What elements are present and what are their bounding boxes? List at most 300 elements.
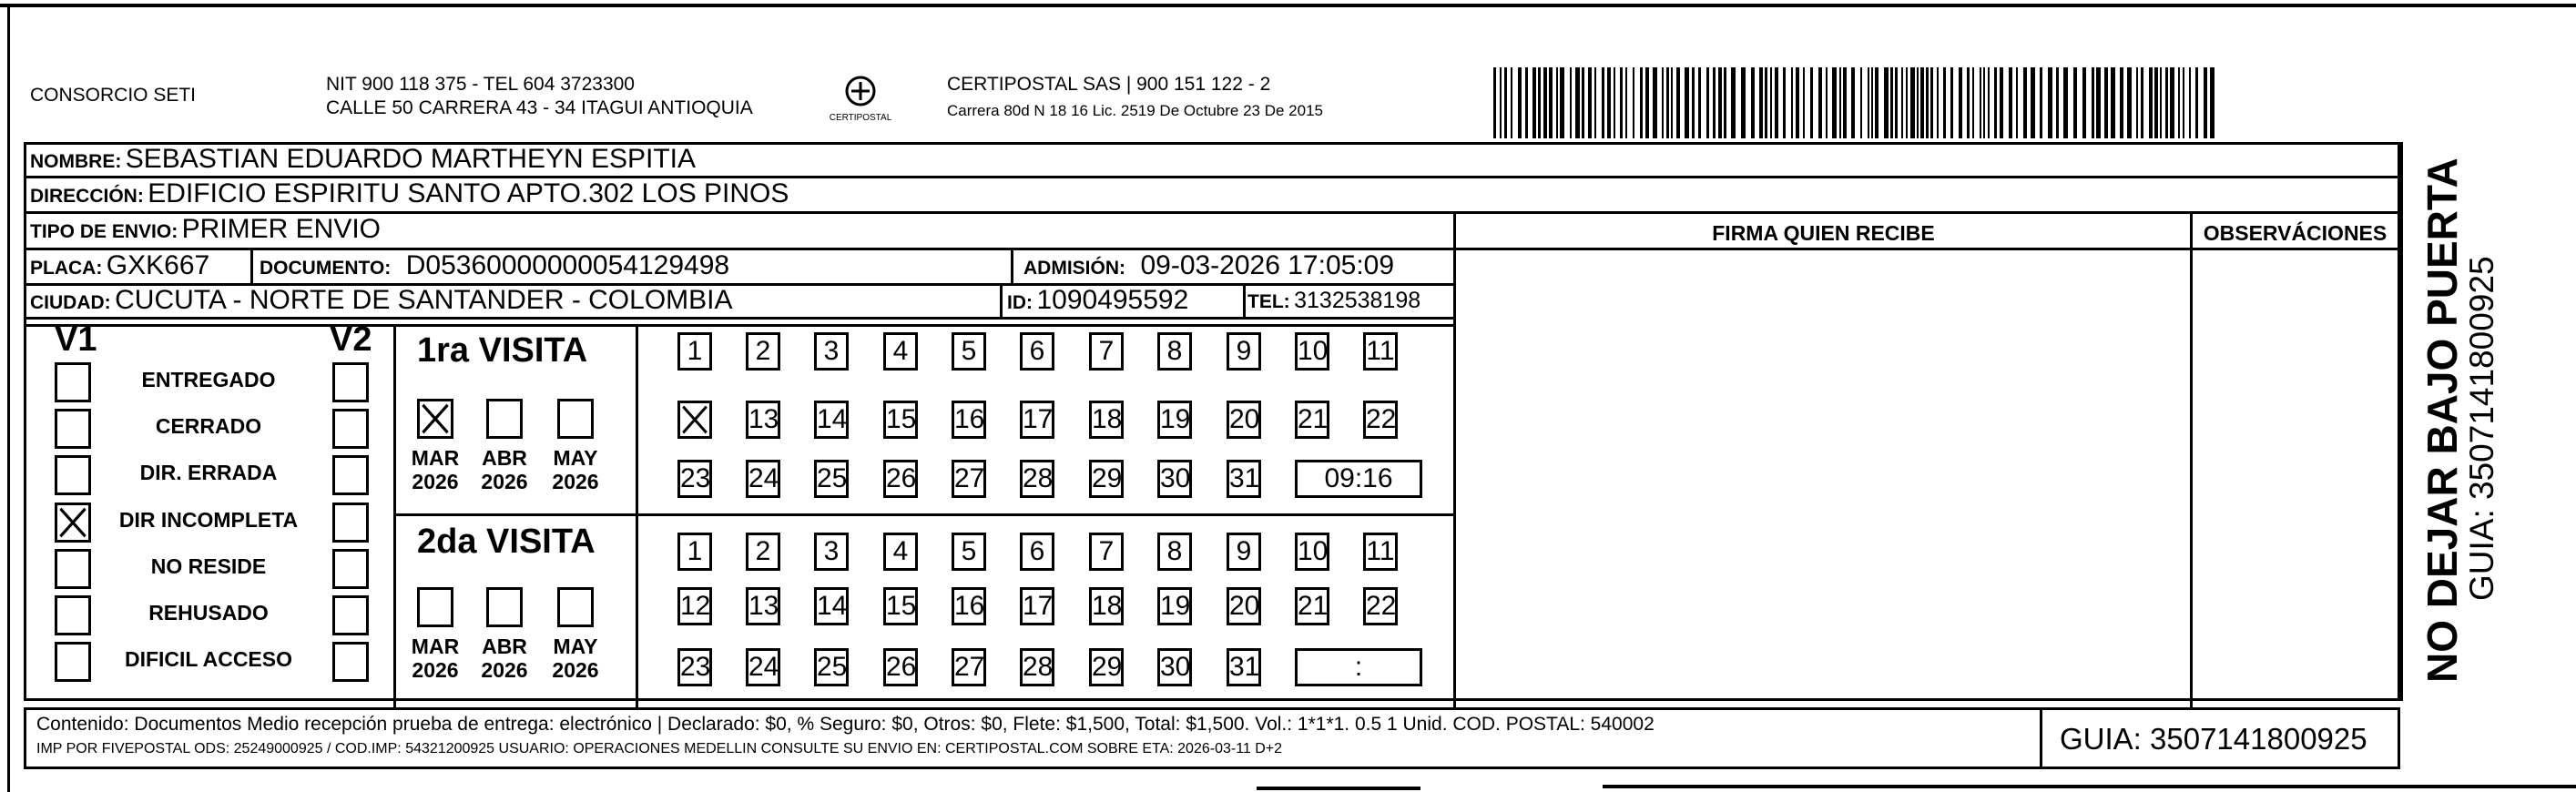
- v2-checkbox[interactable]: [332, 503, 369, 543]
- day-box[interactable]: [1363, 533, 1398, 571]
- barcode-bar: [1588, 67, 1592, 138]
- day-number: 4: [892, 536, 909, 566]
- day-box[interactable]: [1295, 587, 1329, 625]
- tipo-label: TIPO DE ENVIO:: [30, 221, 178, 242]
- day-number: 16: [954, 591, 985, 621]
- v2-checkbox[interactable]: [332, 549, 369, 589]
- barcode-bar: [1926, 67, 1929, 138]
- tipo-row: [30, 214, 381, 245]
- side-guia: GUIA: 3507141800925: [2463, 256, 2500, 601]
- barcode-bar: [2136, 67, 2138, 138]
- barcode-bar: [1783, 67, 1786, 138]
- day-box[interactable]: [1089, 648, 1124, 686]
- barcode-bar: [1895, 67, 1898, 138]
- barcode-bar: [1751, 67, 1755, 138]
- day-number: 24: [748, 463, 779, 493]
- barcode-bar: [1871, 67, 1873, 138]
- day-number: 18: [1092, 404, 1123, 434]
- month-label: MAY: [553, 635, 598, 658]
- col-divider: [2400, 142, 2403, 701]
- day-box[interactable]: [1227, 648, 1261, 686]
- day-number: 7: [1098, 536, 1115, 566]
- id-cell: [1007, 285, 1188, 316]
- barcode-bar: [1839, 67, 1841, 138]
- v2-checkbox[interactable]: [332, 409, 369, 449]
- admision-value: 09-03-2026 17:05:09: [1140, 250, 1395, 280]
- tipo-value: PRIMER ENVIO: [181, 214, 382, 244]
- barcode-bar: [2082, 67, 2086, 138]
- barcode-bar: [2048, 67, 2052, 138]
- documento-value: D05360000000054129498: [405, 250, 730, 280]
- day-box[interactable]: [1020, 460, 1054, 498]
- v1-checkbox[interactable]: [55, 455, 91, 495]
- address-line: CALLE 50 CARRERA 43 - 34 ITAGUI ANTIOQUIA: [326, 97, 753, 118]
- barcode-bar: [1614, 67, 1615, 138]
- day-box[interactable]: [1089, 401, 1124, 439]
- barcode-bar: [1504, 67, 1507, 138]
- day-box[interactable]: [814, 460, 849, 498]
- barcode-bar: [1860, 67, 1862, 138]
- barcode-bar: [2183, 67, 2184, 138]
- barcode-bar: [1607, 67, 1611, 138]
- day-number: 30: [1160, 463, 1191, 493]
- license-line: Carrera 80d N 18 16 Lic. 2519 De Octubre 23 De 2015: [947, 102, 1323, 119]
- ciudad-cell: [30, 285, 733, 316]
- day-box[interactable]: [1020, 587, 1054, 625]
- day-box[interactable]: [1157, 533, 1192, 571]
- status-label: ENTREGADO: [141, 368, 276, 391]
- day-box[interactable]: [746, 587, 780, 625]
- status-label: CERRADO: [155, 414, 262, 438]
- barcode-bar: [1653, 67, 1657, 138]
- barcode-bar: [1543, 67, 1547, 138]
- time-box[interactable]: [1295, 460, 1422, 498]
- id-value: 1090495592: [1036, 285, 1189, 315]
- barcode-bar: [1994, 67, 1997, 138]
- day-box[interactable]: [677, 533, 712, 571]
- day-box[interactable]: [1227, 533, 1261, 571]
- day-number: 15: [886, 404, 917, 434]
- day-box[interactable]: [1157, 332, 1192, 371]
- barcode-bar: [2165, 67, 2168, 138]
- day-box[interactable]: [1295, 401, 1329, 439]
- placa-label: PLACA:: [30, 258, 103, 279]
- day-number: 5: [961, 336, 977, 366]
- month-label: MAR: [411, 446, 460, 470]
- barcode-bar: [2195, 67, 2198, 138]
- v1-checkbox[interactable]: [55, 642, 91, 682]
- barcode-bar: [1713, 67, 1716, 138]
- barcode-bar: [1967, 67, 1970, 138]
- svg-text:CERTIPOSTAL: CERTIPOSTAL: [829, 113, 892, 123]
- barcode-bar: [2204, 67, 2207, 138]
- day-number: 17: [1023, 404, 1054, 434]
- direccion-value: EDIFICIO ESPIRITU SANTO APTO.302 LOS PINOS: [148, 178, 789, 208]
- day-box[interactable]: [746, 401, 780, 439]
- ciudad-value: CUCUTA - NORTE DE SANTANDER - COLOMBIA: [115, 285, 733, 315]
- barcode-bar: [1724, 67, 1726, 138]
- month-year: 2026: [412, 658, 459, 682]
- barcode-bar: [1972, 67, 1974, 138]
- day-number: 2: [755, 536, 771, 566]
- day-box[interactable]: [814, 533, 849, 571]
- day-number: 11: [1366, 336, 1395, 366]
- cell-divider: [1243, 283, 1246, 317]
- barcode-bar: [1706, 67, 1709, 138]
- documento-cell: [260, 250, 729, 281]
- barcode-bar: [2189, 67, 2191, 138]
- day-number: 8: [1166, 336, 1183, 366]
- day-box[interactable]: [1157, 460, 1192, 498]
- barcode-bar: [1901, 67, 1903, 138]
- day-box[interactable]: [952, 587, 986, 625]
- day-box[interactable]: [746, 533, 780, 571]
- day-number: 29: [1092, 463, 1123, 493]
- row-divider: [1453, 248, 2191, 250]
- barcode-bar: [1937, 67, 1939, 138]
- barcode-bar: [1983, 67, 1985, 138]
- barcode-bar: [1633, 67, 1634, 138]
- ciudad-label: CIUDAD:: [30, 292, 111, 313]
- day-number: 28: [1023, 652, 1054, 682]
- cell-divider: [1011, 248, 1013, 283]
- day-number: 11: [1366, 536, 1395, 566]
- barcode-bar: [1692, 67, 1695, 138]
- barcode-bar: [2096, 67, 2101, 138]
- barcode-bar: [1570, 67, 1572, 138]
- barcode-bar: [1645, 67, 1649, 138]
- day-number: 16: [954, 404, 985, 434]
- barcode-bar: [1775, 67, 1778, 138]
- barcode-bar: [1500, 67, 1502, 138]
- day-box[interactable]: [814, 401, 849, 439]
- barcode-bar: [2000, 67, 2003, 138]
- month-label: ABR: [482, 446, 527, 470]
- day-number: 31: [1229, 652, 1260, 682]
- company-name: CONSORCIO SETI: [30, 85, 197, 106]
- imp-line: IMP POR FIVEPOSTAL ODS: 25249000925 / COD.IMP: 54321200925 USUARIO: OPERACIONES MEDELLIN CONSULTE SU ENVIO EN: CERTIPOSTAL.COM SOBRE ETA: 2026-03-11 D+2: [36, 741, 1283, 756]
- barcode-bar: [1582, 67, 1584, 138]
- v1-checkbox[interactable]: [55, 362, 91, 402]
- day-number: 20: [1229, 404, 1260, 434]
- placa-cell: [30, 250, 209, 281]
- barcode-bar: [1884, 67, 1889, 138]
- nombre-value: SEBASTIAN EDUARDO MARTHEYN ESPITIA: [125, 144, 697, 174]
- barcode-bar: [1920, 67, 1924, 138]
- barcode-bar: [1868, 67, 1869, 138]
- month-year: 2026: [552, 658, 599, 682]
- barcode-bar: [1698, 67, 1701, 138]
- day-box[interactable]: [1020, 332, 1054, 371]
- barcode-bar: [1818, 67, 1822, 138]
- day-box[interactable]: [1295, 533, 1329, 571]
- day-box[interactable]: [1020, 648, 1054, 686]
- contenido-line: Contenido: Documentos Medio recepción prueba de entrega: electrónico | Declarado: $0, % Seguro: $0, Otros: $0, Flete: $1,500, Total: $1,500. Vol.: 1*1*1. 0.5 1 Unid. COD. POSTAL: 540002: [36, 714, 1655, 735]
- barcode-bar: [2149, 67, 2153, 138]
- barcode-bar: [1556, 67, 1558, 138]
- day-box[interactable]: [1089, 587, 1124, 625]
- barcode-bar: [1549, 67, 1553, 138]
- status-label: DIR. ERRADA: [139, 461, 278, 484]
- month-checkbox[interactable]: [417, 399, 453, 439]
- barcode-bar: [2178, 67, 2180, 138]
- day-box[interactable]: [952, 401, 986, 439]
- day-box[interactable]: [1020, 533, 1054, 571]
- day-box[interactable]: [952, 533, 986, 571]
- bottom-mark: [1257, 787, 1420, 790]
- day-number: 2: [755, 336, 771, 366]
- barcode-bar: [1685, 67, 1689, 138]
- day-box[interactable]: [1227, 332, 1261, 371]
- month-year: 2026: [552, 470, 599, 493]
- barcode-bar: [2063, 67, 2068, 138]
- barcode: [1493, 67, 2222, 138]
- day-number: 22: [1366, 404, 1397, 434]
- barcode-bar: [2023, 67, 2027, 138]
- day-number: 10: [1298, 336, 1329, 366]
- certipostal-line: CERTIPOSTAL SAS | 900 151 122 - 2: [947, 74, 1271, 95]
- day-number: 20: [1229, 591, 1260, 621]
- certipostal-logo: [829, 71, 892, 124]
- day-box[interactable]: [1227, 587, 1261, 625]
- month-year: 2026: [481, 658, 528, 682]
- day-number: 26: [886, 652, 917, 682]
- day-box[interactable]: [952, 648, 986, 686]
- day-number: 21: [1298, 591, 1329, 621]
- v2-checkbox[interactable]: [332, 595, 369, 635]
- status-label: DIFICIL ACCESO: [124, 647, 292, 671]
- day-number: 23: [680, 463, 711, 493]
- col-divider: [1453, 212, 1456, 707]
- barcode-bar: [1620, 67, 1623, 138]
- tel-cell: [1247, 288, 1420, 314]
- barcode-bar: [1803, 67, 1805, 138]
- barcode-bar: [1917, 67, 1919, 138]
- v2-checkbox[interactable]: [332, 642, 369, 682]
- barcode-bar: [1770, 67, 1772, 138]
- month-year: 2026: [481, 470, 528, 493]
- barcode-bar: [1765, 67, 1767, 138]
- month-checkbox[interactable]: [557, 587, 594, 627]
- day-box[interactable]: [814, 648, 849, 686]
- barcode-bar: [1930, 67, 1933, 138]
- barcode-bar: [1525, 67, 1528, 138]
- day-box[interactable]: [1295, 332, 1329, 371]
- day-box[interactable]: [677, 587, 712, 625]
- month-checkbox[interactable]: [486, 399, 523, 439]
- day-number: 15: [886, 591, 917, 621]
- day-box[interactable]: [1157, 648, 1192, 686]
- day-number: 3: [823, 336, 840, 366]
- barcode-bar: [2016, 67, 2018, 138]
- v2-header: V2: [330, 320, 372, 359]
- day-number: 8: [1166, 536, 1183, 566]
- v2-checkbox[interactable]: [332, 455, 369, 495]
- firma-header: FIRMA QUIEN RECIBE: [1712, 221, 1935, 245]
- nit-line: NIT 900 118 375 - TEL 604 3723300: [326, 74, 635, 95]
- day-box[interactable]: [1363, 401, 1398, 439]
- day-number: 28: [1023, 463, 1054, 493]
- day-number: 9: [1236, 536, 1252, 566]
- day-box[interactable]: [1089, 460, 1124, 498]
- barcode-bar: [1718, 67, 1722, 138]
- barcode-bar: [2210, 67, 2215, 138]
- barcode-bar: [1890, 67, 1893, 138]
- day-number: 27: [954, 463, 985, 493]
- barcode-bar: [2009, 67, 2012, 138]
- day-number: 1: [687, 536, 703, 566]
- day-box[interactable]: [746, 648, 780, 686]
- barcode-bar: [1959, 67, 1962, 138]
- barcode-bar: [1532, 67, 1536, 138]
- day-number: 22: [1366, 591, 1397, 621]
- day-number: 7: [1098, 336, 1115, 366]
- day-box[interactable]: [883, 332, 918, 371]
- observaciones-header: OBSERVÁCIONES: [2203, 221, 2388, 245]
- status-label: DIR INCOMPLETA: [118, 508, 299, 532]
- first-visit-title: 1ra VISITA: [417, 331, 588, 370]
- barcode-bar: [1832, 67, 1837, 138]
- barcode-bar: [2056, 67, 2059, 138]
- direccion-label: DIRECCIÓN:: [30, 186, 144, 207]
- barcode-bar: [2120, 67, 2123, 138]
- nombre-label: NOMBRE:: [30, 151, 122, 172]
- day-box[interactable]: [1363, 587, 1398, 625]
- barcode-bar: [1980, 67, 1981, 138]
- day-number: 10: [1298, 536, 1329, 566]
- day-box[interactable]: [814, 587, 849, 625]
- day-number: 3: [823, 536, 840, 566]
- day-box[interactable]: [883, 587, 918, 625]
- footer-guia: GUIA: 3507141800925: [2060, 722, 2367, 756]
- barcode-bar: [1950, 67, 1953, 138]
- placa-value: GXK667: [106, 250, 210, 280]
- month-year: 2026: [412, 470, 459, 493]
- day-box[interactable]: [1089, 332, 1124, 371]
- barcode-bar: [2160, 67, 2162, 138]
- day-box[interactable]: [1227, 401, 1261, 439]
- day-box[interactable]: [883, 533, 918, 571]
- day-number: 19: [1160, 404, 1191, 434]
- day-box[interactable]: [677, 332, 712, 371]
- barcode-bar: [1851, 67, 1855, 138]
- day-number: 26: [886, 463, 917, 493]
- left-edge-line: [7, 4, 10, 792]
- day-number: 24: [748, 652, 779, 682]
- month-checkbox[interactable]: [417, 587, 453, 627]
- month-label: MAR: [411, 635, 460, 658]
- second-visit-title: 2da VISITA: [417, 523, 596, 561]
- barcode-bar: [1666, 67, 1669, 138]
- day-box[interactable]: [1227, 460, 1261, 498]
- row-divider: [24, 317, 1453, 320]
- barcode-bar: [1796, 67, 1799, 138]
- day-number: 13: [748, 591, 779, 621]
- day-box[interactable]: [814, 332, 849, 371]
- month-label: ABR: [482, 635, 527, 658]
- day-box[interactable]: [746, 460, 780, 498]
- day-number: 19: [1160, 591, 1191, 621]
- day-box[interactable]: [1020, 401, 1054, 439]
- v1-checkbox[interactable]: [55, 503, 91, 543]
- v1-checkbox[interactable]: [55, 549, 91, 589]
- day-box[interactable]: [883, 648, 918, 686]
- day-number: 18: [1092, 591, 1123, 621]
- day-box[interactable]: [677, 401, 712, 439]
- barcode-bar: [1594, 67, 1596, 138]
- nombre-row: [30, 144, 696, 175]
- day-number: 23: [680, 652, 711, 682]
- day-number: 12: [680, 591, 711, 621]
- day-box[interactable]: [677, 648, 712, 686]
- day-box[interactable]: [677, 460, 712, 498]
- barcode-bar: [1671, 67, 1673, 138]
- day-box[interactable]: [952, 332, 986, 371]
- barcode-bar: [1875, 67, 1879, 138]
- v1-checkbox[interactable]: [55, 595, 91, 635]
- time-box[interactable]: [1295, 648, 1422, 686]
- v1-checkbox[interactable]: [55, 409, 91, 449]
- v1-header: V1: [55, 320, 97, 359]
- barcode-bar: [1741, 67, 1746, 138]
- day-number: 13: [748, 404, 779, 434]
- tel-label: TEL:: [1247, 291, 1290, 312]
- month-label: MAY: [553, 446, 598, 470]
- v2-checkbox[interactable]: [332, 362, 369, 402]
- day-box[interactable]: [1157, 401, 1192, 439]
- day-box[interactable]: [883, 401, 918, 439]
- day-box[interactable]: [1157, 587, 1192, 625]
- barcode-bar: [1810, 67, 1813, 138]
- day-box[interactable]: [1363, 332, 1398, 371]
- day-box[interactable]: [746, 332, 780, 371]
- barcode-bar: [1538, 67, 1541, 138]
- barcode-bar: [2040, 67, 2042, 138]
- barcode-bar: [1843, 67, 1847, 138]
- documento-label: DOCUMENTO:: [260, 258, 392, 279]
- status-label: REHUSADO: [148, 601, 269, 624]
- row-divider: [24, 324, 1453, 327]
- barcode-bar: [2127, 67, 2132, 138]
- time-value: :: [1354, 652, 1363, 682]
- admision-cell: [1023, 250, 1394, 281]
- row-divider: [2190, 248, 2400, 250]
- cell-divider: [250, 248, 253, 283]
- bottom-mark: [1603, 785, 2576, 788]
- barcode-bar: [1910, 67, 1915, 138]
- day-box[interactable]: [1089, 533, 1124, 571]
- month-checkbox[interactable]: [486, 587, 523, 627]
- day-box[interactable]: [883, 460, 918, 498]
- month-checkbox[interactable]: [557, 399, 594, 439]
- barcode-bar: [2104, 67, 2108, 138]
- day-number: 25: [817, 463, 848, 493]
- day-number: 1: [687, 336, 703, 366]
- day-number: 29: [1092, 652, 1123, 682]
- barcode-bar: [2092, 67, 2094, 138]
- day-box[interactable]: [952, 460, 986, 498]
- barcode-bar: [1662, 67, 1664, 138]
- day-number: 27: [954, 652, 985, 682]
- tel-value: 3132538198: [1294, 288, 1421, 313]
- day-number: 5: [961, 536, 977, 566]
- barcode-bar: [1560, 67, 1564, 138]
- side-warning: NO DEJAR BAJO PUERTA: [2418, 157, 2466, 683]
- barcode-bar: [1791, 67, 1793, 138]
- barcode-bar: [1511, 67, 1512, 138]
- day-number: 6: [1029, 336, 1045, 366]
- barcode-bar: [1493, 67, 1496, 138]
